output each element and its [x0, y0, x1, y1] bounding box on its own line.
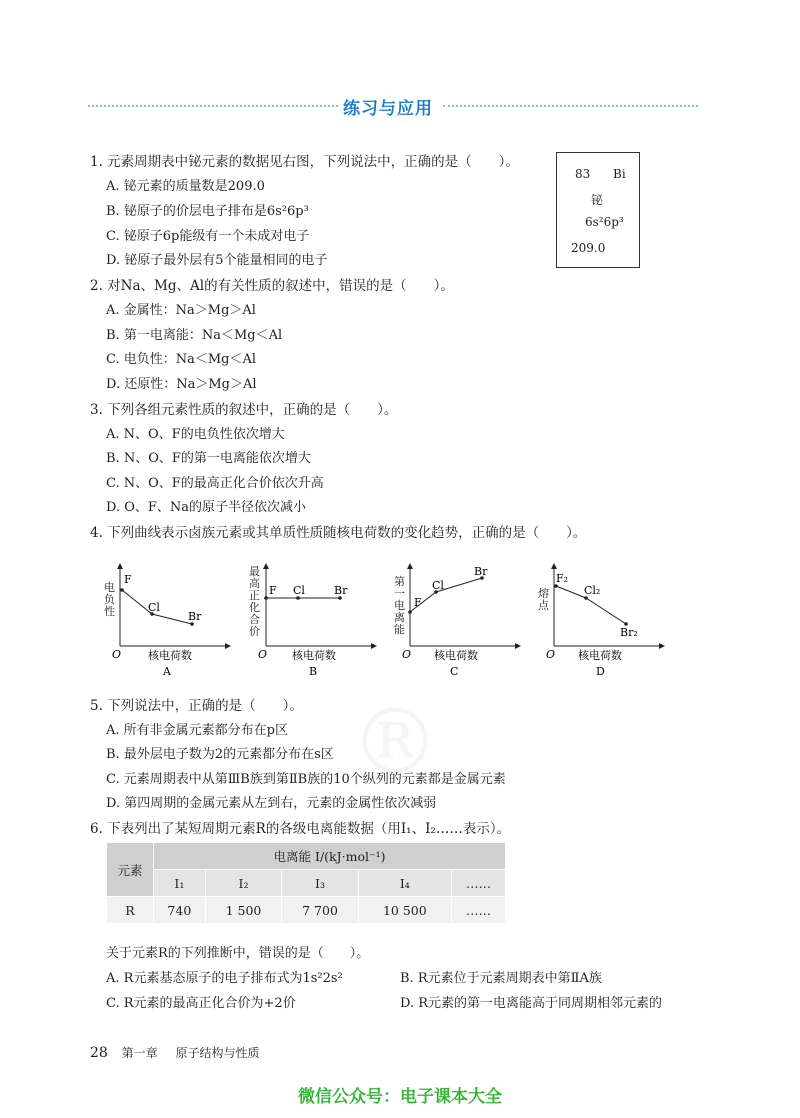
q4-chart-b	[246, 558, 386, 680]
q6-option-d: D. R元素的第一电离能高于同周期相邻元素的	[400, 996, 663, 1011]
q4-chart-b-ylabel: 最高正化合价	[249, 565, 260, 638]
origin-label: O	[258, 648, 268, 661]
table-cell: 7 700	[282, 897, 359, 924]
label-f2: F₂	[556, 572, 569, 585]
q5-stem: 5. 下列说法中，正确的是（ ）。	[90, 698, 303, 714]
x-axis-label: 核电荷数	[148, 649, 192, 662]
q3-option-d: D. O、F、Na的原子半径依次减小	[106, 500, 307, 515]
q4-chart-c	[390, 558, 530, 680]
table-header-i4: I₄	[358, 870, 451, 897]
q5-option-d: D. 第四周期的金属元素从左到右，元素的金属性依次减弱	[106, 796, 437, 811]
wechat-banner: 微信公众号：电子课本大全	[298, 1087, 502, 1107]
atomic-mass: 209.0	[571, 241, 606, 255]
label-br: Br	[188, 610, 202, 623]
table-cell: 740	[154, 897, 206, 924]
label-br2: Br₂	[620, 626, 638, 639]
q5-option-a: A. 所有非金属元素都分布在p区	[106, 723, 288, 738]
chart-letter: D	[596, 665, 605, 678]
label-f: F	[269, 584, 277, 597]
q6-option-c: C. R元素的最高正化合价为+2价	[106, 996, 296, 1011]
q1-option-a: A. 铋元素的质量数是209.0	[106, 179, 265, 194]
q2-option-b: B. 第一电离能：Na＜Mg＜Al	[106, 328, 283, 343]
label-cl: Cl	[148, 601, 160, 614]
chart-letter: A	[163, 665, 171, 678]
q6-sub-stem: 关于元素R的下列推断中，错误的是（ ）。	[106, 946, 370, 961]
x-axis-label: 核电荷数	[434, 649, 478, 662]
watermark: ®	[350, 690, 440, 795]
chart-letter: C	[450, 665, 459, 678]
q1-option-d: D. 铋原子最外层有5个能量相同的电子	[106, 253, 328, 268]
q4-chart-d-ylabel: 熔点	[538, 587, 549, 612]
table-header-more: ……	[451, 870, 505, 897]
q3-option-b: B. N、O、F的第一电离能依次增大	[106, 451, 311, 466]
q6-option-b: B. R元素位于元素周期表中第ⅡA族	[400, 971, 602, 986]
page-number: 28	[90, 1045, 108, 1061]
table-cell: 10 500	[358, 897, 451, 924]
chapter-number: 第一章	[121, 1046, 158, 1060]
q4-chart-d	[534, 558, 674, 680]
chart-letter: B	[309, 665, 318, 678]
element-name: 铋	[591, 193, 604, 207]
q2-option-a: A. 金属性：Na＞Mg＞Al	[106, 303, 256, 318]
q4-chart-c-ylabel: 第一电离能	[394, 575, 405, 636]
element-symbol: Bi	[613, 167, 626, 181]
electron-config: 6s²6p³	[585, 215, 624, 229]
table-header-group: 电离能 I/(kJ·mol⁻¹)	[154, 843, 506, 870]
q1-option-c: C. 铋原子6p能级有一个未成对电子	[106, 229, 310, 244]
x-axis-label: 核电荷数	[578, 649, 622, 662]
table-header-i2: I₂	[205, 870, 282, 897]
q2-stem: 2. 对Na、Mg、Al的有关性质的叙述中，错误的是（ ）。	[90, 278, 454, 294]
table-header-element: 元素	[107, 843, 154, 897]
label-cl2: Cl₂	[584, 584, 601, 597]
chapter-title: 原子结构与性质	[175, 1046, 260, 1060]
label-cl: Cl	[432, 579, 444, 592]
label-cl: Cl	[293, 584, 305, 597]
q6-option-a: A. R元素基态原子的电子排布式为1s²2s²	[106, 971, 343, 986]
table-cell: ……	[451, 897, 505, 924]
q3-stem: 3. 下列各组元素性质的叙述中，正确的是（ ）。	[90, 402, 398, 418]
atomic-number: 83	[575, 167, 591, 181]
table-row	[107, 897, 506, 924]
section-title: 练习与应用	[343, 99, 433, 119]
x-axis-label: 核电荷数	[292, 649, 336, 662]
q2-option-c: C. 电负性：Na＜Mg＜Al	[106, 352, 257, 367]
q5-option-b: B. 最外层电子数为2的元素都分布在s区	[106, 747, 334, 762]
bismuth-element-card	[556, 152, 640, 268]
q5-option-c: C. 元素周期表中从第ⅢB族到第ⅡB族的10个纵列的元素都是金属元素	[106, 772, 506, 787]
label-br: Br	[334, 584, 348, 597]
q4-chart-a	[100, 558, 240, 680]
header-dotted-line-right	[443, 105, 698, 107]
table-header-i1: I₁	[154, 870, 206, 897]
table-header-i3: I₃	[282, 870, 359, 897]
ionization-energy-table	[106, 842, 506, 924]
q1-option-b: B. 铋原子的价层电子排布是6s²6p³	[106, 204, 309, 219]
q3-option-a: A. N、O、F的电负性依次增大	[106, 427, 285, 442]
q1-stem: 1. 元素周期表中铋元素的数据见右图，下列说法中，正确的是（ ）。	[90, 154, 519, 170]
header-dotted-line-left	[88, 105, 338, 107]
point-f	[408, 610, 412, 614]
table-cell: 1 500	[205, 897, 282, 924]
label-br: Br	[474, 565, 488, 578]
page-footer	[90, 1044, 260, 1061]
label-f: F	[124, 573, 132, 586]
origin-label: O	[112, 648, 122, 661]
q6-stem: 6. 下表列出了某短周期元素R的各级电离能数据（用I₁、I₂……表示）。	[90, 821, 511, 837]
table-row-label: R	[107, 897, 154, 924]
q3-option-c: C. N、O、F的最高正化合价依次升高	[106, 476, 324, 491]
point-f	[120, 588, 124, 592]
q2-option-d: D. 还原性：Na＞Mg＞Al	[106, 377, 257, 392]
origin-label: O	[546, 648, 556, 661]
label-f: F	[414, 596, 422, 609]
section-header	[88, 92, 698, 120]
q4-stem: 4. 下列曲线表示卤族元素或其单质性质随核电荷数的变化趋势，正确的是（ ）。	[90, 525, 587, 541]
point-f	[264, 596, 268, 600]
q4-chart-a-ylabel: 电负性	[104, 581, 115, 618]
origin-label: O	[402, 648, 412, 661]
